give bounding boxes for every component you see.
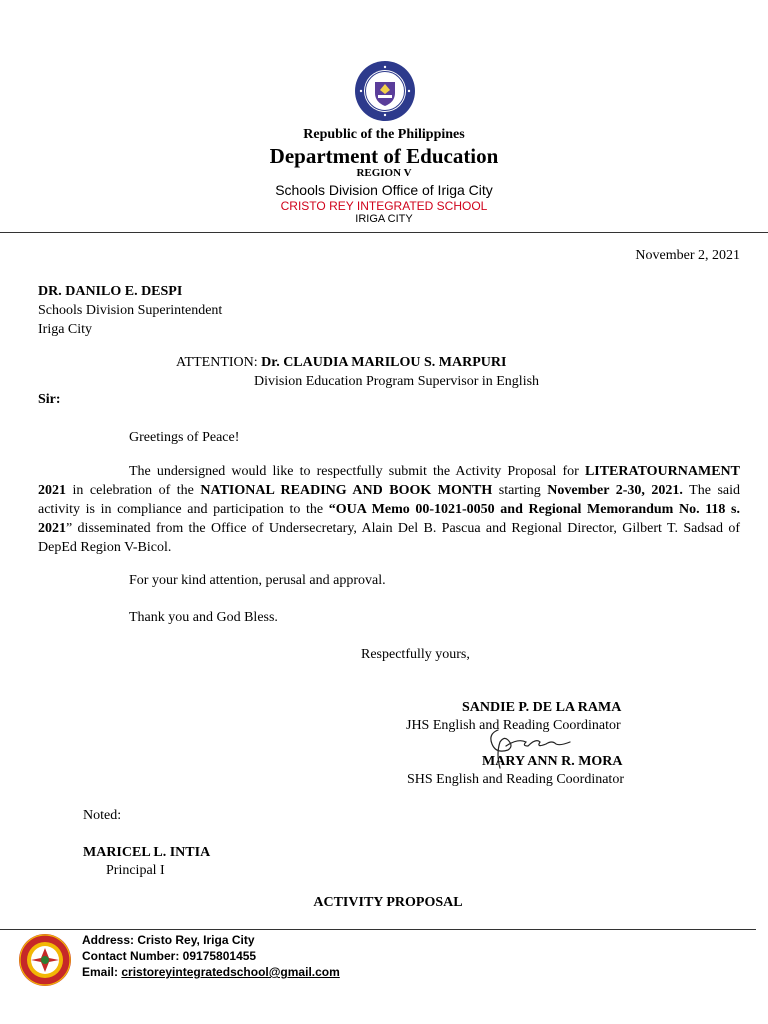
signatory-name: SANDIE P. DE LA RAMA xyxy=(462,700,622,715)
recipient-title: Schools Division Superintendent xyxy=(38,303,223,318)
school-city: IRIGA CITY xyxy=(355,213,413,225)
address-label: Address: xyxy=(82,933,138,947)
footer-address xyxy=(82,932,255,948)
school-name: CRISTO REY INTEGRATED SCHOOL xyxy=(280,199,488,213)
email-label: Email: xyxy=(82,965,122,979)
address-value: Cristo Rey, Iriga City xyxy=(137,933,255,947)
proposal-title: ACTIVITY PROPOSAL xyxy=(313,895,463,910)
principal-name: MARICEL L. INTIA xyxy=(83,845,211,860)
header-divider xyxy=(0,232,768,233)
noted-label: Noted: xyxy=(83,808,122,823)
body-paragraph xyxy=(38,462,740,557)
footer-divider xyxy=(0,929,756,930)
principal-role: Principal I xyxy=(106,863,165,878)
closing-request: For your kind attention, perusal and approval. xyxy=(129,573,386,588)
closing-thanks: Thank you and God Bless. xyxy=(129,610,278,625)
body-text-5: ” disseminated from the Office of Undersecretary, Alain Del B. Pascua and Regional Director, Gilbert T. Sadsad of DepEd Region V-Bicol. xyxy=(38,521,740,555)
attention-role: Division Education Program Supervisor in English xyxy=(254,374,540,389)
republic-line: Republic of the Philippines xyxy=(303,127,465,142)
region-line: REGION V xyxy=(356,167,412,179)
celebration-name: NATIONAL READING AND BOOK MONTH xyxy=(200,483,493,498)
contact-label: Contact Number: xyxy=(82,949,183,963)
recipient-location: Iriga City xyxy=(38,322,93,337)
body-text-3: starting xyxy=(492,483,548,498)
body-text-1: The undersigned would like to respectfully submit the Activity Proposal for xyxy=(129,464,585,479)
salutation: Sir: xyxy=(38,392,61,407)
signatory-role: JHS English and Reading Coordinator xyxy=(406,718,621,733)
signatory-role: SHS English and Reading Coordinator xyxy=(407,772,624,787)
contact-value: 09175801455 xyxy=(182,949,257,963)
greeting: Greetings of Peace! xyxy=(129,430,240,445)
recipient-name: DR. DANILO E. DESPI xyxy=(38,284,183,299)
event-name: LITERATOURNAMENT 2021 xyxy=(38,464,740,498)
signatory-name: MARY ANN R. MORA xyxy=(482,754,623,769)
complimentary-close: Respectfully yours, xyxy=(361,647,470,662)
division-office: Schools Division Office of Iriga City xyxy=(275,182,493,198)
body-text-4: The said activity is in compliance and participation to the xyxy=(38,483,740,517)
footer-contact xyxy=(82,948,256,964)
attention-label: ATTENTION: xyxy=(176,355,262,370)
memo-reference: “OUA Memo 00-1021-0050 and Regional Memorandum No. 118 s. 2021 xyxy=(38,502,740,536)
department-title: Department of Education xyxy=(269,144,499,168)
letter-date: November 2, 2021 xyxy=(635,248,740,263)
attention-name: Dr. CLAUDIA MARILOU S. MARPURI xyxy=(261,355,507,370)
school-logo xyxy=(18,933,72,987)
footer-email xyxy=(82,964,340,980)
body-text-2: in celebration of the xyxy=(66,483,201,498)
event-dates: November 2-30, 2021. xyxy=(547,483,683,498)
email-link[interactable]: cristoreyintegratedschool@gmail.com xyxy=(121,965,340,979)
recipient-block xyxy=(38,282,222,339)
deped-seal xyxy=(354,60,416,122)
handwritten-signature xyxy=(478,724,578,772)
attention-line xyxy=(176,353,506,372)
